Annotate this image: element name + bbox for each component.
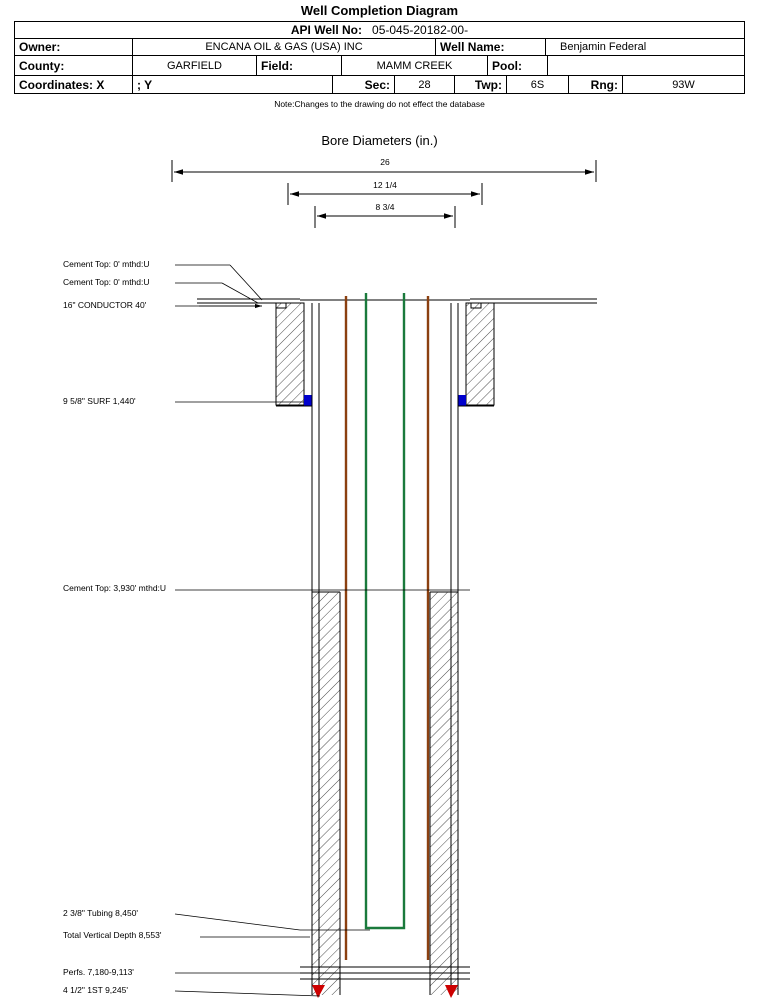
sec-label: Sec: [364,77,390,92]
twp-label: Twp: [474,77,502,92]
coordinates-label: Coordinates: X [19,77,105,92]
tubing-string [366,293,404,928]
annotation-conductor: 16" CONDUCTOR 40' [63,300,147,310]
annotation-perfs: Perfs. 7,180-9,113' [63,967,134,977]
surface-cement-annulus [276,303,494,405]
bore-dimension-lines [172,160,596,228]
bore-dim-label-8-75: 8 3/4 [375,202,395,212]
surface-casing-shoe [304,395,466,406]
annotation-cement-top-1: Cement Top: 0' mthd:U [63,259,150,269]
pool-label: Pool: [492,58,522,73]
api-value: 05-045-20182-00- [372,23,469,37]
coordinates-y-label: ; Y [137,77,153,92]
annotation-cement-top-3: Cement Top: 3,930' mthd:U [63,583,167,593]
annotation-production-casing: 4 1/2" 1ST 9,245' [63,985,128,995]
rng-label: Rng: [590,77,618,92]
conductor-casing [276,303,481,308]
well-name-label: Well Name: [440,40,505,54]
county-value: GARFIELD [166,59,222,72]
annotation-tvd: Total Vertical Depth 8,553' [63,930,162,940]
county-label: County: [19,58,65,73]
twp-value: 6S [530,78,545,91]
owner-label: Owner: [19,40,61,54]
annotation-cement-top-2: Cement Top: 0' mthd:U [63,277,150,287]
rod-string [346,296,428,960]
field-label: Field: [261,58,293,73]
api-label: API Well No: [290,23,363,37]
drawing-note: Note:Changes to the drawing do not effect the database [274,99,485,109]
field-value: MAMM CREEK [376,59,453,72]
sec-value: 28 [418,78,431,91]
bore-dim-label-26: 26 [380,157,390,167]
bore-dim-label-12-25: 12 1/4 [373,180,397,190]
production-cement-annulus [312,592,458,995]
well-name-value: Benjamin Federal [560,41,647,53]
rng-value: 93W [672,78,695,91]
annotation-tubing: 2 3/8" Tubing 8,450' [63,908,139,918]
annotation-surface-casing: 9 5/8" SURF 1,440' [63,396,136,406]
page-title: Well Completion Diagram [300,3,459,18]
bore-diameters-title: Bore Diameters (in.) [321,133,438,148]
owner-value: ENCANA OIL & GAS (USA) INC [205,41,363,53]
